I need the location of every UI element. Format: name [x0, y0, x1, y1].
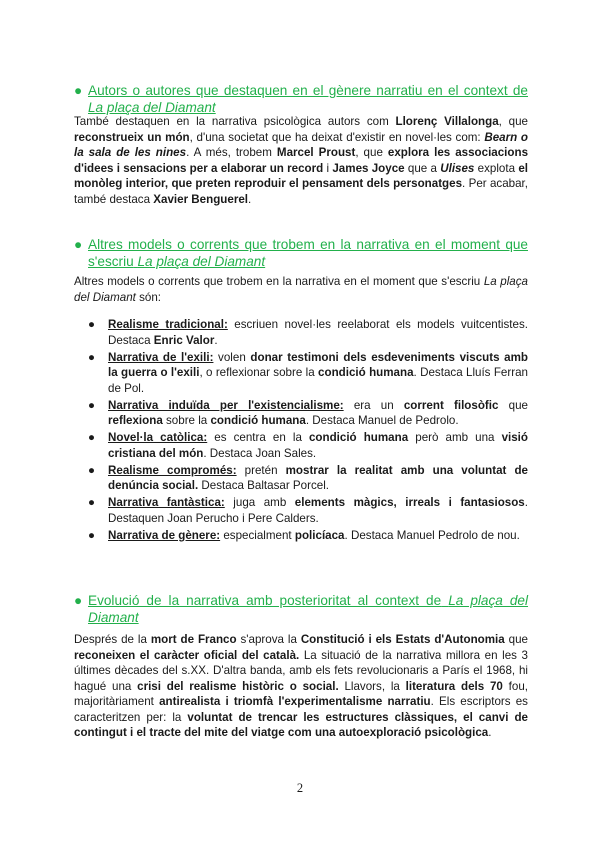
text-run: especialment	[220, 528, 295, 542]
text-run: donar testimoni dels esdeveniments viscuts amb la guerra o l'exili	[108, 350, 529, 379]
text-run: La situació de la narrativa millora en les 3 últimes dècades del s.XX. D'altra banda, amb els fets revolucionaris a París el 1968, hi hagué una	[74, 648, 528, 693]
text-run: mostrar la realitat amb una voluntat de denúncia social.	[108, 463, 528, 492]
text-run: .	[488, 726, 492, 739]
text-run: condició humana	[210, 414, 306, 427]
text-run: . A més, trobem	[186, 146, 277, 159]
heading-italic: La plaça del Diamant	[88, 100, 216, 115]
list-item-label: Novel·la catòlica:	[108, 431, 208, 444]
list-item	[74, 528, 528, 544]
text-run: s'aprova la	[236, 633, 301, 646]
currents-list	[74, 317, 528, 545]
text-run: juga amb	[224, 496, 295, 509]
page-number: 2	[296, 781, 304, 795]
text-run: el monòleg interior, que preten reproduir el pensament dels personatges	[74, 161, 528, 190]
list-item-label: Narrativa induïda per l'existencialisme:	[108, 398, 344, 412]
text-run: reconeixen el caràcter oficial del català.	[74, 648, 300, 662]
heading-italic: La plaça del Diamant	[137, 254, 266, 269]
text-run: escriuen novel·les reelaborat els models vuitcentistes. Destaca	[108, 318, 528, 347]
text-run: , que	[498, 115, 528, 128]
section-heading-evolucio	[74, 592, 529, 626]
text-run: que	[498, 398, 528, 412]
text-run: antirealista i triomfà l'experimentalisme narratiu	[159, 695, 431, 708]
text-run: Destaca Baltasar Porcel.	[198, 479, 330, 492]
text-run: . Destaca Manuel Pedrolo de nou.	[344, 528, 520, 542]
text-run: però amb una	[408, 431, 502, 444]
text-run: Bearn o la sala de les nines	[74, 130, 529, 159]
paragraph-autors	[74, 114, 528, 207]
list-item-label: Narrativa de l'exili:	[108, 350, 214, 364]
text-run: Després de la	[74, 633, 151, 646]
text-run: , o reflexionar sobre la	[199, 366, 319, 379]
text-run: corrent filosòfic	[403, 398, 499, 412]
bullet-icon: ●	[88, 528, 96, 542]
text-run: volen	[213, 350, 251, 364]
text-run: Marcel Proust	[276, 146, 356, 159]
bullet-icon: ●	[74, 237, 83, 252]
text-run: .	[214, 333, 218, 347]
text-run: literatura dels 70	[405, 679, 503, 693]
text-run: elements màgics, irreals i fantasiosos	[294, 496, 525, 509]
bullet-icon: ●	[74, 83, 83, 98]
bullet-icon: ●	[88, 398, 96, 412]
text-run: . Destaca Joan Sales.	[203, 446, 317, 460]
list-item-label: Realisme tradicional:	[108, 318, 228, 331]
text-run: que	[504, 633, 528, 646]
list-item-label: Narrativa fantàstica:	[108, 496, 225, 509]
bullet-icon: ●	[88, 463, 96, 477]
paragraph-altres-models-intro	[74, 274, 528, 305]
bullet-icon: ●	[88, 431, 96, 444]
text-run: Altres models o corrents que trobem en la narrativa en el moment que s'escriu	[74, 275, 484, 288]
text-run: condició humana	[318, 366, 414, 379]
text-run: . Destaquen Joan Perucho i Pere Calders.	[108, 496, 528, 525]
heading-text: Evolució de la narrativa amb posterioritat al context de	[88, 593, 442, 608]
text-run: fou, majoritàriament	[74, 679, 528, 708]
section-heading-altres-models	[74, 236, 528, 270]
list-item	[74, 350, 528, 397]
text-run: són:	[135, 290, 162, 304]
text-run: reflexiona	[108, 414, 163, 427]
text-run: policíaca	[294, 528, 345, 542]
text-run: També destaquen en la narrativa psicològica autors com	[74, 115, 396, 128]
text-run: . Destaca Lluís Ferran de Pol.	[108, 366, 528, 395]
heading-text: Autors o autores que destaquen en el gènere narratiu en el context de	[88, 83, 528, 98]
text-run: explota	[474, 161, 519, 175]
list-item	[74, 317, 528, 348]
text-run: Enric Valor	[153, 333, 215, 347]
text-run: crisi del realisme històric o social.	[137, 679, 339, 693]
list-item	[74, 398, 528, 429]
text-run: Constitució i els Estats d'Autonomia	[300, 633, 505, 646]
text-run: Llorenç Villalonga	[395, 115, 499, 128]
paragraph-evolucio	[74, 632, 528, 741]
text-run: pretén	[236, 463, 286, 477]
text-run: . Els escriptors es caracteritzen per: la	[74, 695, 528, 724]
text-run: Xavier Benguerel	[153, 192, 249, 206]
text-run: . Destaca Manuel de Pedrolo.	[305, 414, 459, 427]
text-run: condició humana	[308, 431, 409, 444]
text-run: .	[248, 192, 252, 206]
text-run: que a	[404, 161, 441, 175]
text-run: Ulises	[440, 161, 475, 175]
text-run: era un	[343, 398, 404, 412]
text-run: es centra en la	[207, 431, 309, 444]
bullet-icon: ●	[88, 318, 96, 331]
text-run: Llavors, la	[338, 679, 406, 693]
heading-text: Altres models o corrents que trobem en la narrativa en el moment que s'escriu	[88, 237, 528, 269]
text-run: visió cristiana del món	[108, 431, 528, 460]
text-run: reconstrueix un món	[74, 130, 190, 144]
list-item-label: Realisme compromés:	[108, 463, 237, 477]
text-run: explora les associacions d'idees i sensacions per a elaborar un record	[74, 146, 529, 175]
text-run: James Joyce	[332, 161, 405, 175]
list-item-label: Narrativa de gènere:	[108, 528, 221, 542]
list-item	[74, 495, 528, 526]
text-run: La plaça del Diamant	[74, 275, 528, 304]
text-run: , que	[355, 146, 388, 159]
text-run: voluntat de trencar les estructures clàssiques, el canvi de contingut i el tracte del mite del viatge com una autoexploració psicològica	[74, 710, 528, 739]
text-run: sobre la	[162, 414, 211, 427]
text-run: i	[323, 161, 333, 175]
section-heading-autors	[74, 82, 528, 116]
heading-italic: La plaça del Diamant	[88, 593, 529, 625]
list-item	[74, 430, 528, 461]
text-run: mort de Franco	[150, 633, 237, 646]
bullet-icon: ●	[74, 593, 83, 608]
bullet-icon: ●	[88, 350, 96, 364]
bullet-icon: ●	[88, 496, 96, 509]
text-run: , d'una societat que ha deixat d'existir en novel·les com:	[189, 130, 485, 144]
list-item	[74, 463, 528, 494]
text-run: . Per acabar, també destaca	[74, 177, 528, 206]
